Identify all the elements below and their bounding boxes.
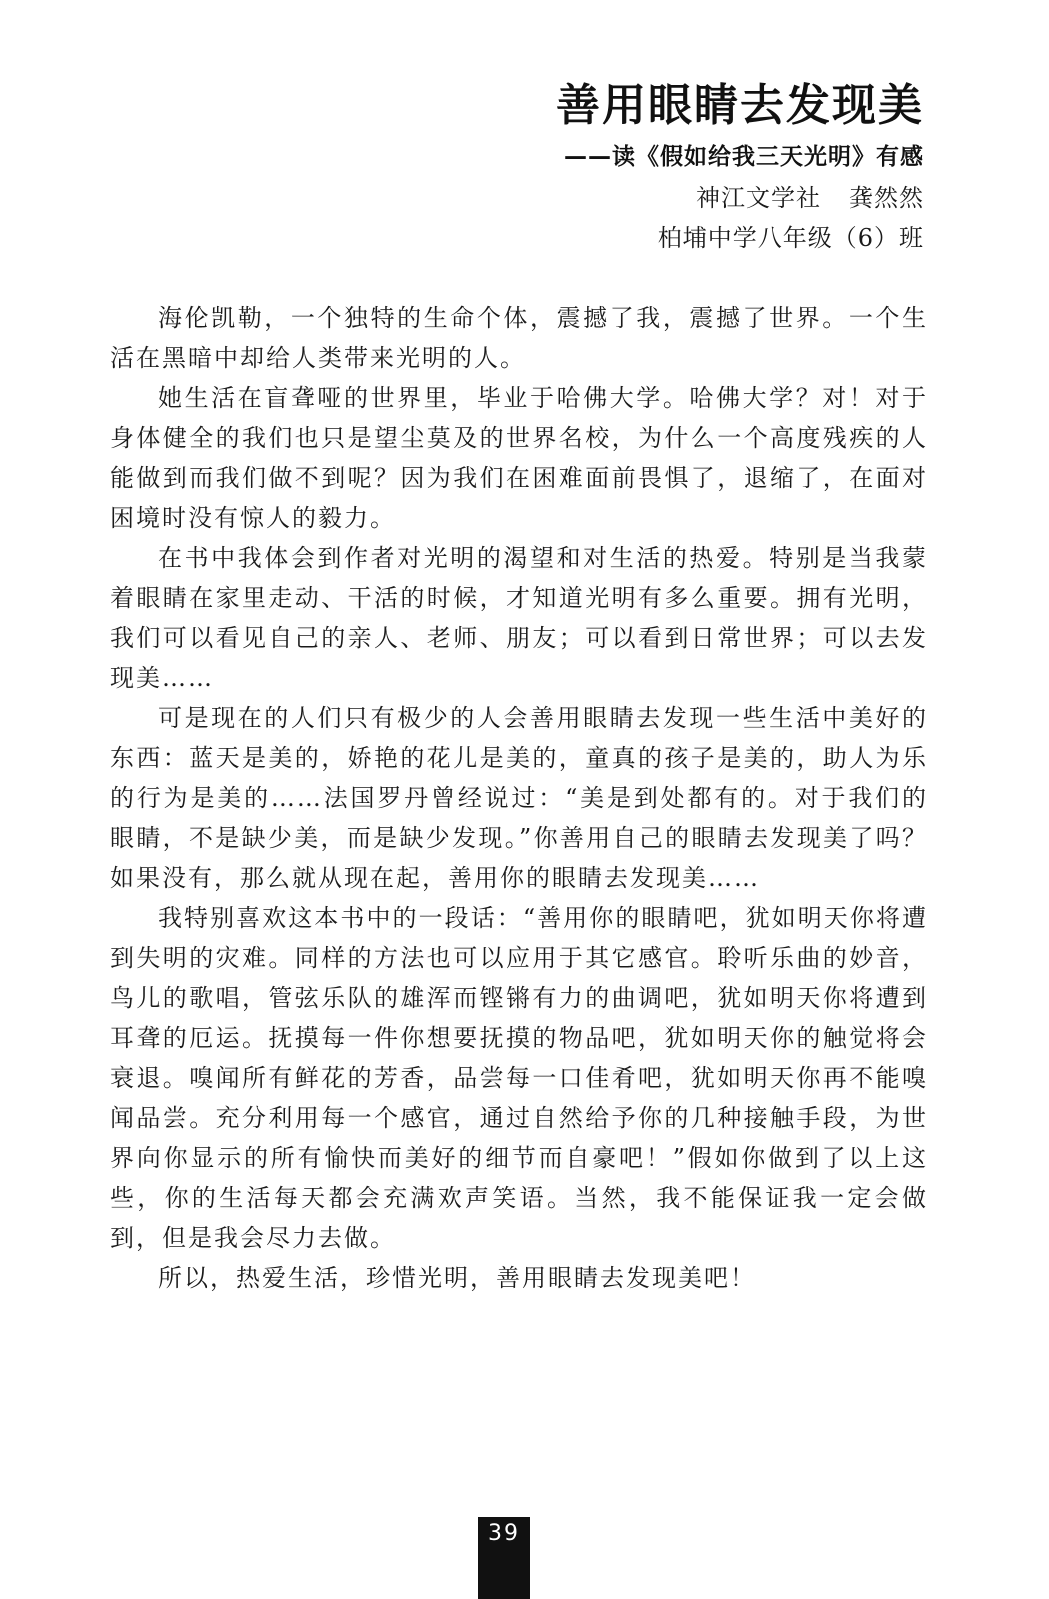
article-header — [556, 78, 924, 258]
paragraph: 我特别喜欢这本书中的一段话：“善用你的眼睛吧，犹如明天你将遭到失明的灾难。同样的方法也可以应用于其它感官。聆听乐曲的妙音，鸟儿的歌唱，管弦乐队的雄浑而铿锵有力的曲调吧，犹如明天你将遭到耳聋的厄运。抚摸每一件你想要抚摸的物品吧，犹如明天你的触觉将会衰退。嗅闻所有鲜花的芳香，品尝每一口佳肴吧，犹如明天你再不能嗅闻品尝。充分利用每一个感官，通过自然给予你的几种接触手段，为世界向你显示的所有愉快而美好的细节而自豪吧！”假如你做到了以上这些，你的生活每天都会充满欢声笑语。当然，我不能保证我一定会做到，但是我会尽力去做。 — [110, 904, 928, 1252]
paragraph: 海伦凯勒，一个独特的生命个体，震撼了我，震撼了世界。一个生活在黑暗中却给人类带来光明的人。 — [110, 304, 928, 372]
article-subtitle: ——读《假如给我三天光明》有感 — [564, 144, 924, 170]
paragraph: 所以，热爱生活，珍惜光明，善用眼睛去发现美吧！ — [158, 1264, 756, 1292]
paragraph: 她生活在盲聋哑的世界里，毕业于哈佛大学。哈佛大学？对！对于身体健全的我们也只是望尘莫及的世界名校，为什么一个高度残疾的人能做到而我们做不到呢？因为我们在困难面前畏惧了，退缩了，在面对困境时没有惊人的毅力。 — [110, 384, 928, 532]
page-number: 39 — [478, 1517, 530, 1599]
paragraph: 可是现在的人们只有极少的人会善用眼睛去发现一些生活中美好的东西：蓝天是美的，娇艳的花儿是美的，童真的孩子是美的，助人为乐的行为是美的……法国罗丹曾经说过：“美是到处都有的。对于我们的眼睛，不是缺少美，而是缺少发现。”你善用自己的眼睛去发现美了吗？如果没有，那么就从现在起，善用你的眼睛去发现美…… — [110, 704, 928, 892]
literary-club: 神江文学社 — [696, 184, 821, 212]
article-title: 善用眼睛去发现美 — [556, 80, 924, 131]
school-class: 柏埔中学八年级（6）班 — [657, 224, 924, 252]
author-name: 龚然然 — [849, 184, 924, 212]
paragraph: 在书中我体会到作者对光明的渴望和对生活的热爱。特别是当我蒙着眼睛在家里走动、干活的时候，才知道光明有多么重要。拥有光明，我们可以看见自己的亲人、老师、朋友；可以看到日常世界；可以去发现美…… — [110, 544, 928, 692]
article-body — [110, 298, 928, 1298]
byline-club-author — [556, 178, 924, 218]
